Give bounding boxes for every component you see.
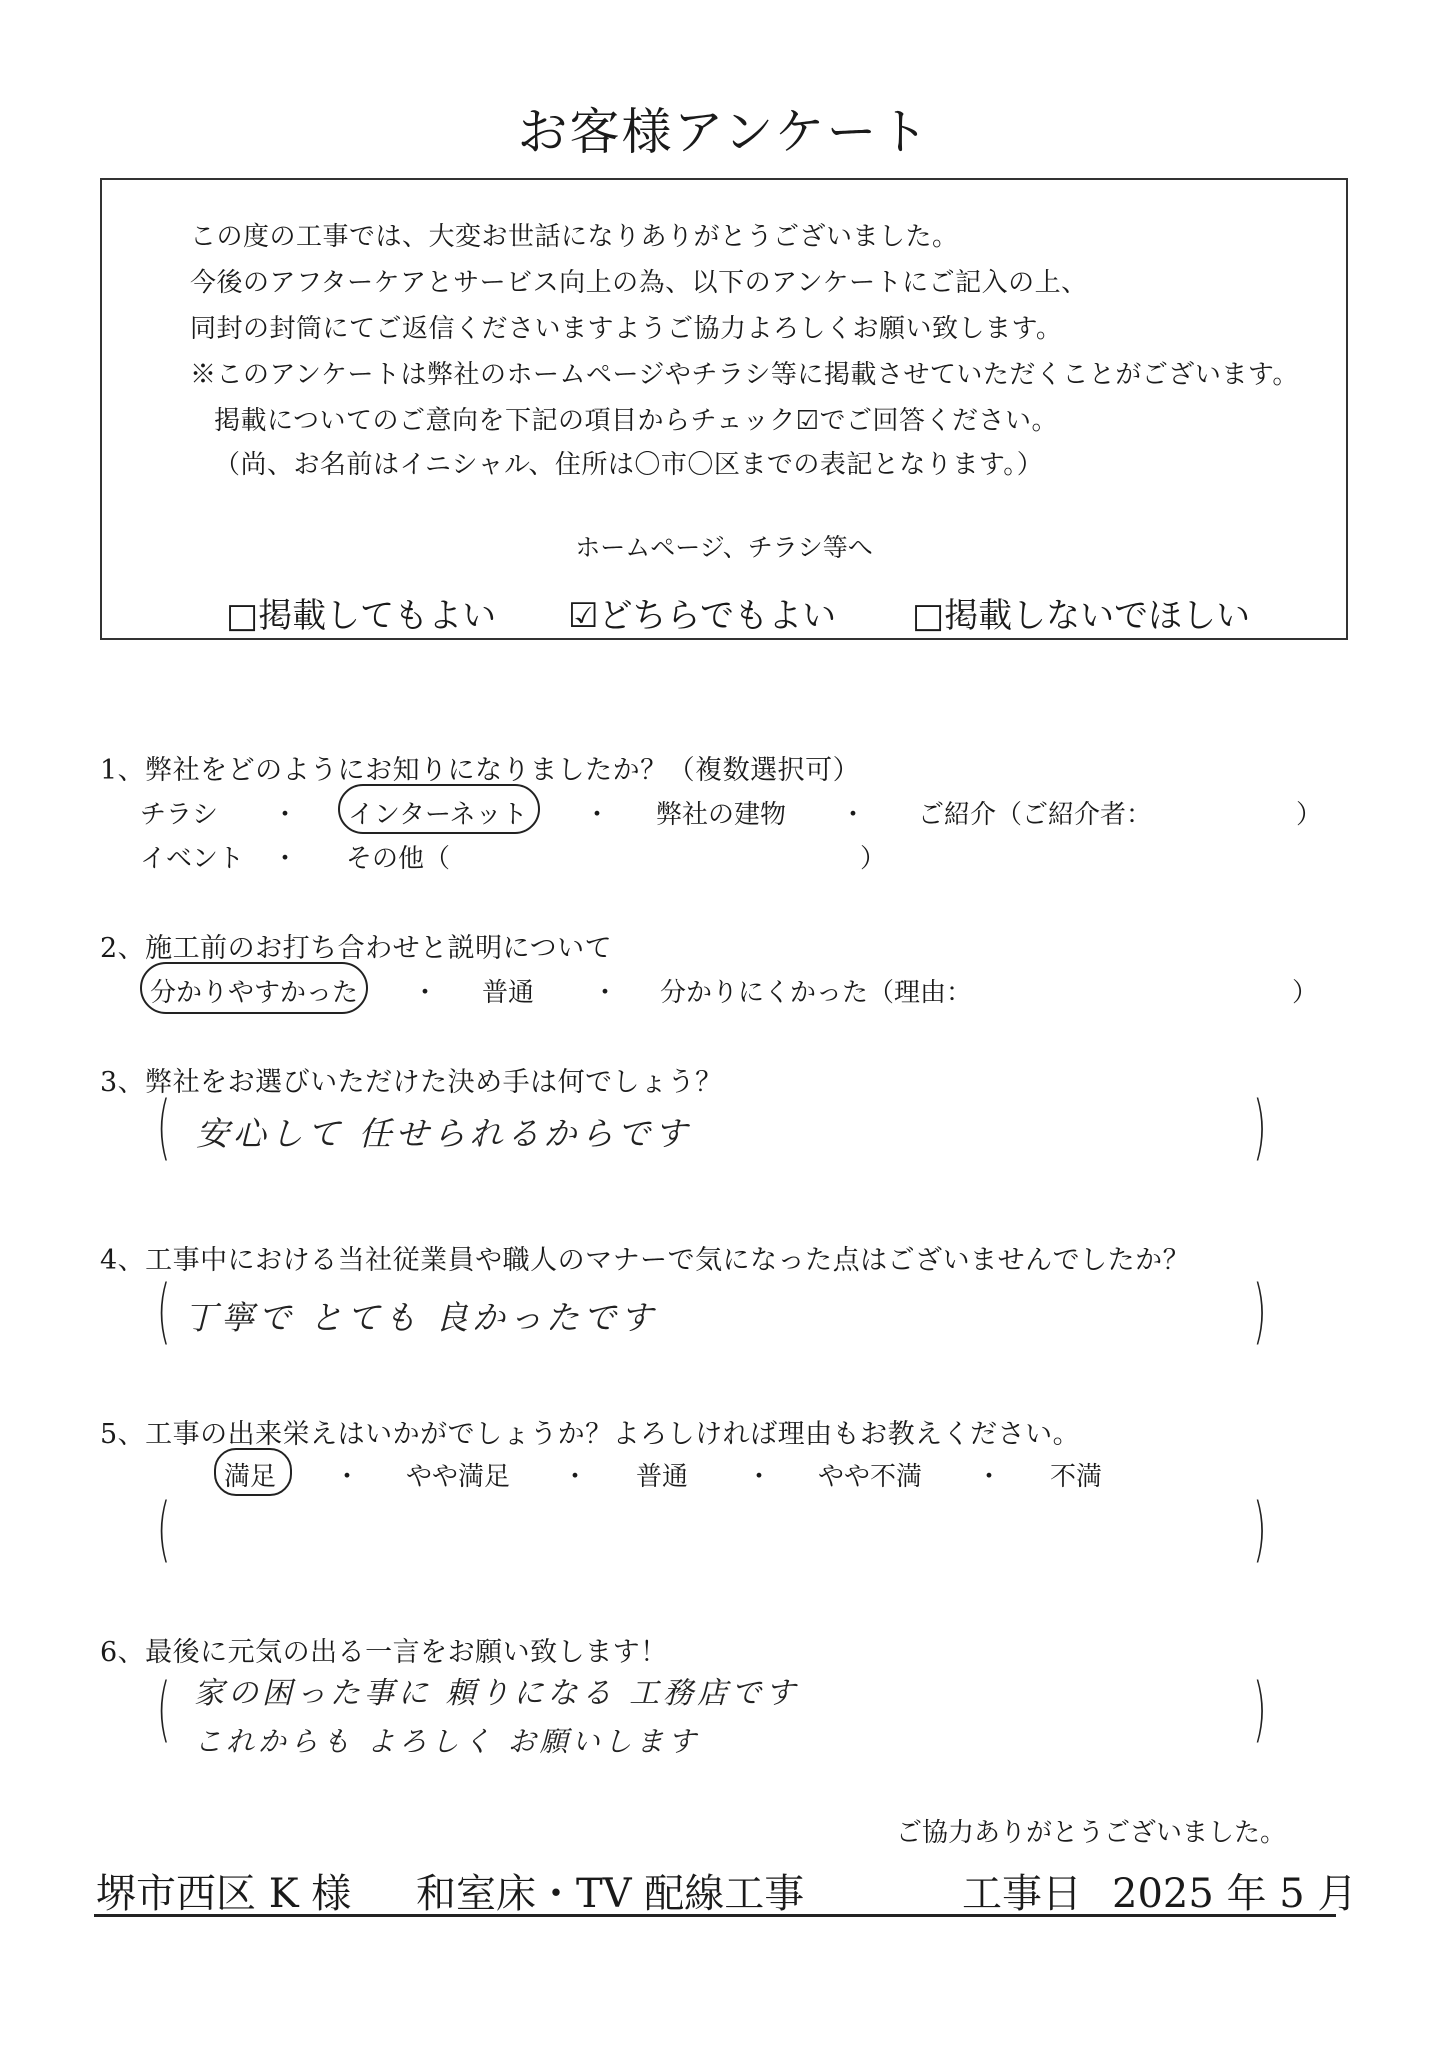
- separator: ・: [840, 800, 867, 830]
- footer-date: 2025 年 5 月: [1112, 1871, 1358, 1917]
- bracket-close: ): [1252, 1488, 1267, 1570]
- q5-option-somewhat-satisfied[interactable]: やや満足: [406, 1462, 511, 1492]
- q5-option-normal[interactable]: 普通: [636, 1462, 689, 1492]
- question-6: 6、最後に元気の出る一言をお願い致します！: [100, 1637, 668, 1668]
- bracket-open: (: [156, 1668, 171, 1750]
- footer-work: 和室床・TV 配線工事: [416, 1871, 805, 1917]
- q1-option-flyer[interactable]: チラシ: [140, 800, 219, 830]
- q1-option-referral[interactable]: ご紹介（ご紹介者：: [918, 800, 1153, 830]
- bracket-close: ): [1252, 1086, 1267, 1168]
- paren-close: ）: [1292, 978, 1319, 1008]
- separator: ・: [746, 1462, 773, 1492]
- q1-option-building[interactable]: 弊社の建物: [656, 800, 787, 830]
- notice-line: （尚、お名前はイニシャル、住所は〇市〇区までの表記となります。）: [214, 450, 1044, 480]
- q4-answer: 丁寧で とても 良かったです: [184, 1298, 657, 1337]
- question-1: 1、弊社をどのようにお知りになりましたか？（複数選択可）: [100, 755, 861, 786]
- bracket-close: ): [1252, 1270, 1267, 1352]
- page-title: お客様アンケート: [517, 103, 931, 161]
- q5-option-somewhat-unsatisfied[interactable]: やや不満: [818, 1462, 923, 1492]
- bracket-close: ): [1252, 1668, 1267, 1750]
- notice-box: [100, 178, 1348, 640]
- question-2: 2、施工前のお打ち合わせと説明について: [100, 933, 613, 964]
- q3-answer: 安心して 任せられるからです: [196, 1114, 692, 1153]
- separator: ・: [334, 1462, 361, 1492]
- q5-option-unsatisfied[interactable]: 不満: [1050, 1462, 1103, 1492]
- choice-publish-ok[interactable]: □掲載してもよい: [226, 596, 497, 636]
- q6-answer-line2: これからも よろしく お願いします: [194, 1725, 700, 1758]
- notice-line: 掲載についてのご意向を下記の項目からチェック☑でご回答ください。: [214, 406, 1059, 436]
- thanks-text: ご協力ありがとうございました。: [896, 1818, 1287, 1848]
- separator: ・: [272, 844, 299, 874]
- bracket-open: (: [156, 1488, 171, 1570]
- notice-line: 今後のアフターケアとサービス向上の為、以下のアンケートにご記入の上、: [190, 268, 1088, 298]
- choice-either[interactable]: ☑どちらでもよい: [568, 596, 837, 636]
- bracket-open: (: [156, 1086, 171, 1168]
- notice-line: この度の工事では、大変お世話になりありがとうございました。: [190, 222, 959, 252]
- paren-close: ）: [860, 844, 887, 874]
- footer-underline: [94, 1914, 1336, 1917]
- separator: ・: [584, 800, 611, 830]
- separator: ・: [562, 1462, 589, 1492]
- paren-close: ）: [1296, 800, 1323, 830]
- q1-option-internet[interactable]: インターネット: [348, 800, 528, 830]
- q5-option-satisfied[interactable]: 満足: [224, 1462, 277, 1492]
- publish-label: ホームページ、チラシ等へ: [575, 533, 873, 562]
- footer-customer: 堺市西区 K 様: [96, 1871, 352, 1917]
- q6-answer-line1: 家の困った事に 頼りになる 工務店です: [194, 1676, 800, 1711]
- separator: ・: [976, 1462, 1003, 1492]
- question-3: 3、弊社をお選びいただけた決め手は何でしょう？: [100, 1067, 723, 1098]
- q2-option-clear[interactable]: 分かりやすかった: [150, 978, 359, 1008]
- separator: ・: [592, 978, 619, 1008]
- footer-date-label: 工事日: [962, 1871, 1082, 1917]
- question-4: 4、工事中における当社従業員や職人のマナーで気になった点はございませんでしたか？: [100, 1245, 1191, 1276]
- q1-option-other[interactable]: その他（: [346, 844, 451, 874]
- question-5: 5、工事の出来栄えはいかがでしょうか？よろしければ理由もお教えください。: [100, 1419, 1081, 1450]
- q2-option-normal[interactable]: 普通: [482, 978, 535, 1008]
- bracket-open: (: [156, 1270, 171, 1352]
- separator: ・: [412, 978, 439, 1008]
- separator: ・: [272, 800, 299, 830]
- notice-line: ※このアンケートは弊社のホームページやチラシ等に掲載させていただくことがございます。: [190, 360, 1299, 390]
- choice-no-publish[interactable]: □掲載しないでほしい: [912, 596, 1251, 636]
- q1-option-event[interactable]: イベント: [140, 844, 245, 874]
- notice-line: 同封の封筒にてご返信くださいますようご協力よろしくお願い致します。: [190, 314, 1063, 344]
- q2-option-unclear[interactable]: 分かりにくかった（理由：: [660, 978, 973, 1008]
